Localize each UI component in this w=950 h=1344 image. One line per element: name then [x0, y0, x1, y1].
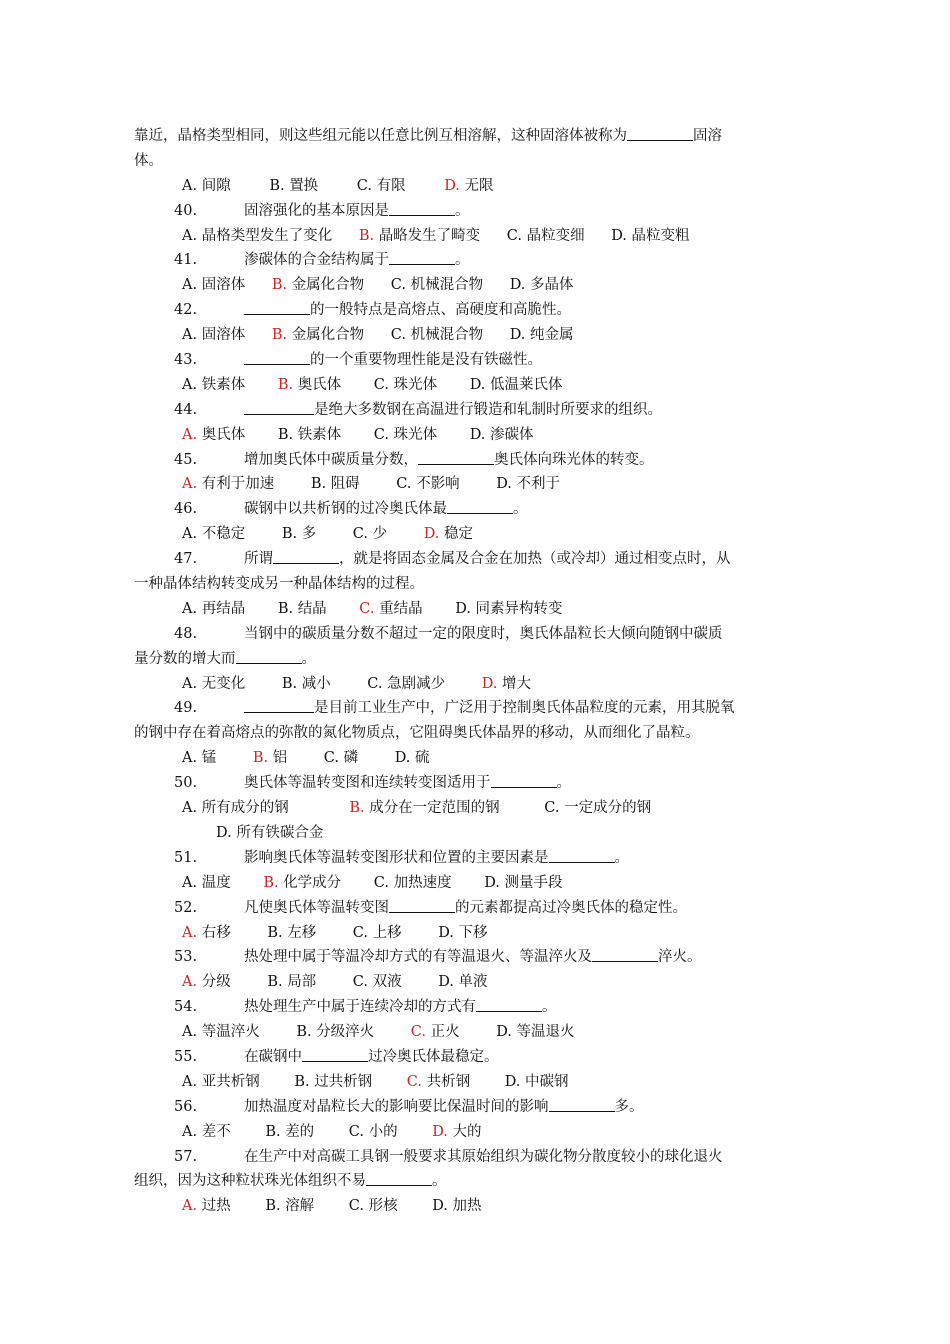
- answer-blank: [476, 996, 542, 1012]
- option-d-label-answer: D.: [432, 1123, 448, 1140]
- option-c-label: C.: [323, 750, 339, 767]
- q49-stem: [134, 696, 814, 721]
- option-a-label-answer: A.: [182, 476, 198, 493]
- option-d-label: D.: [469, 376, 486, 393]
- answer-blank: [627, 125, 693, 141]
- option-a: 分级: [201, 974, 231, 991]
- q57-options: [134, 1194, 814, 1219]
- q48-text-end: 。: [301, 650, 316, 667]
- q57-text-cont: 组织，因为这种粒状珠光体组织不易: [134, 1173, 366, 1190]
- q47-options: [134, 597, 814, 622]
- q44-options: [134, 423, 814, 448]
- q49-text: 是目前工业生产中，广泛用于控制奥氏体晶粒度的元素，用其脱氧: [314, 700, 735, 717]
- question-number: 50.: [174, 775, 198, 792]
- option-c: 不影响: [416, 476, 460, 493]
- option-b: 过共析钢: [314, 1073, 373, 1090]
- option-c-label: C.: [390, 277, 406, 294]
- option-c-label: C.: [352, 526, 368, 543]
- option-a: 固溶体: [201, 327, 246, 344]
- option-a-label: A.: [182, 874, 198, 891]
- question-number: 55.: [174, 1048, 198, 1065]
- q46-stem: [134, 497, 814, 522]
- q45-stem: [134, 448, 814, 473]
- option-a-label: A.: [182, 277, 198, 294]
- option-d: 所有铁碳合金: [236, 824, 324, 841]
- answer-blank: [366, 1170, 432, 1186]
- q51-stem: [134, 846, 814, 871]
- option-c: 重结晶: [379, 600, 423, 617]
- q50-text: 奥氏体等温转变图和连续转变图适用于: [244, 775, 491, 792]
- option-b-label-answer: B.: [349, 800, 365, 817]
- q50-options-cont: [134, 821, 814, 846]
- answer-blank: [389, 249, 455, 265]
- q56-text: 加热温度对晶粒长大的影响要比保温时间的影响: [244, 1098, 549, 1115]
- q46-text-end: 。: [513, 501, 528, 518]
- q55-text: 在碳钢中: [244, 1048, 302, 1065]
- option-a-label: A.: [182, 227, 198, 244]
- q50-options: [134, 796, 814, 821]
- q41-stem: [134, 248, 814, 273]
- option-a: 再结晶: [201, 600, 246, 617]
- option-b: 铁素体: [297, 426, 342, 443]
- q42-stem: [134, 298, 814, 323]
- document-body: [134, 124, 814, 1219]
- option-c-label-answer: C.: [359, 600, 375, 617]
- option-d-label: D.: [484, 874, 500, 891]
- option-c-label: C.: [352, 924, 368, 941]
- q53-text: 热处理中属于等温冷却方式的有等温退火、等温淬火及: [244, 949, 592, 966]
- option-b-label: B.: [281, 526, 298, 543]
- question-number: 51.: [174, 849, 198, 866]
- question-number: 41.: [174, 252, 198, 269]
- option-b: 铝: [272, 750, 288, 767]
- question-number: 45.: [174, 451, 198, 468]
- option-a: 晶格类型发生了变化: [201, 227, 333, 244]
- option-d: 低温莱氏体: [490, 376, 563, 393]
- answer-blank: [447, 498, 513, 514]
- option-c-label: C.: [356, 177, 372, 194]
- q47-text-cont: 一种晶体结构转变成另一种晶体结构的过程。: [134, 576, 424, 593]
- option-b-label: B.: [265, 1123, 281, 1140]
- option-b-label-answer: B.: [252, 750, 269, 767]
- option-b-label-answer: B.: [358, 227, 375, 244]
- option-b: 左移: [287, 924, 317, 941]
- option-a-label-answer: A.: [182, 426, 198, 443]
- answer-blank: [491, 772, 557, 788]
- q45-text: 增加奥氏体中碳质量分数，: [244, 451, 418, 468]
- option-b: 局部: [287, 974, 317, 991]
- q41-text-end: 。: [455, 252, 470, 269]
- option-a-label-answer: A.: [182, 974, 198, 991]
- q55-options: [134, 1070, 814, 1095]
- option-b-label: B.: [277, 426, 294, 443]
- q43-text: 的一个重要物理性能是没有铁磁性。: [310, 352, 542, 369]
- answer-blank: [244, 349, 310, 365]
- option-c: 珠光体: [393, 426, 438, 443]
- option-a: 温度: [201, 874, 231, 891]
- option-c: 磷: [343, 750, 359, 767]
- question-number: 57.: [174, 1148, 198, 1165]
- option-b-label: B.: [281, 675, 298, 692]
- option-d: 晶粒变粗: [631, 227, 690, 244]
- answer-blank: [389, 897, 455, 913]
- q41-text: 渗碳体的合金结构属于: [244, 252, 389, 269]
- option-c-label: C.: [373, 376, 389, 393]
- q47-text: 所谓: [244, 551, 273, 568]
- q43-stem: [134, 348, 814, 373]
- question-number: 42.: [174, 302, 198, 319]
- q51-text-end: 。: [614, 849, 629, 866]
- q57-stem: [134, 1145, 814, 1170]
- option-b: 分级淬火: [316, 1024, 375, 1041]
- q51-options: [134, 871, 814, 896]
- q45-text-end: 奥氏体向珠光体的转变。: [494, 451, 654, 468]
- question-number: 53.: [174, 949, 198, 966]
- q57-text-end: 。: [432, 1173, 447, 1190]
- option-a: 锰: [201, 750, 217, 767]
- option-b: 差的: [285, 1123, 315, 1140]
- option-c-label: C.: [544, 800, 560, 817]
- option-b: 金属化合物: [291, 327, 365, 344]
- question-number: 44.: [174, 401, 198, 418]
- q49-text-cont: 的钢中存在着高熔点的弥散的氮化物质点，它阻碍奥氏体晶界的移动，从而细化了晶粒。: [134, 725, 700, 742]
- option-c: 正火: [430, 1024, 460, 1041]
- question-number: 40.: [174, 202, 198, 219]
- option-b-label: B.: [294, 1073, 310, 1090]
- answer-blank: [592, 946, 658, 962]
- option-a-label: A.: [182, 750, 198, 767]
- option-c: 加热速度: [393, 874, 452, 891]
- option-d-label: D.: [394, 750, 411, 767]
- q53-options: [134, 970, 814, 995]
- q54-text: 热处理生产中属于连续冷却的方式有: [244, 999, 476, 1016]
- answer-blank: [389, 200, 455, 216]
- option-c: 机械混合物: [410, 327, 484, 344]
- option-b: 溶解: [285, 1198, 315, 1215]
- option-d-label-answer: D.: [444, 177, 460, 194]
- option-d: 多晶体: [530, 277, 574, 294]
- option-d: 纯金属: [530, 327, 574, 344]
- option-b-label: B.: [265, 1198, 281, 1215]
- question-number: 54.: [174, 999, 198, 1016]
- option-a: 等温淬火: [201, 1024, 260, 1041]
- option-a-label: A.: [182, 1024, 198, 1041]
- q47-text-end: ，就是将固态金属及合金在加热（或冷却）通过相变点时，从: [339, 551, 731, 568]
- q48-text: 当钢中的碳质量分数不超过一定的限度时，奥氏体晶粒长大倾向随钢中碳质: [244, 625, 723, 642]
- option-d: 大的: [452, 1123, 482, 1140]
- option-a: 差不: [201, 1123, 231, 1140]
- option-b: 阻碍: [330, 476, 360, 493]
- option-d: 无限: [464, 177, 494, 194]
- q43-options: [134, 373, 814, 398]
- q50-text-end: 。: [556, 775, 571, 792]
- option-c: 有限: [376, 177, 406, 194]
- option-d: 测量手段: [504, 874, 563, 891]
- q50-stem: [134, 771, 814, 796]
- option-a: 固溶体: [201, 277, 246, 294]
- option-d-label: D.: [509, 327, 526, 344]
- option-a-label: A.: [182, 675, 198, 692]
- q45-options: [134, 472, 814, 497]
- option-d: 稳定: [444, 526, 474, 543]
- option-d-label: D.: [504, 1073, 521, 1090]
- q52-options: [134, 921, 814, 946]
- option-b: 置换: [289, 177, 319, 194]
- q56-options: [134, 1120, 814, 1145]
- q40-text: 固溶强化的基本原因是: [244, 202, 389, 219]
- option-c-label: C.: [396, 476, 412, 493]
- option-c-label: C.: [352, 974, 368, 991]
- option-a-label: A.: [182, 526, 198, 543]
- q46-text: 碳钢中以共析钢的过冷奥氏体最: [244, 501, 447, 518]
- question-number: 48.: [174, 625, 198, 642]
- q56-stem: [134, 1095, 814, 1120]
- option-d-label: D.: [438, 974, 454, 991]
- option-d: 增大: [502, 675, 532, 692]
- option-a: 右移: [201, 924, 231, 941]
- option-b: 晶略发生了畸变: [378, 227, 481, 244]
- answer-blank: [418, 449, 494, 465]
- option-a-label: A.: [182, 600, 198, 617]
- question-number: 47.: [174, 551, 198, 568]
- q44-stem: [134, 398, 814, 423]
- option-d-label: D.: [216, 824, 232, 841]
- option-a: 间隙: [201, 177, 231, 194]
- option-c: 小的: [368, 1123, 398, 1140]
- option-a-label: A.: [182, 327, 198, 344]
- option-d-label-answer: D.: [423, 526, 440, 543]
- answer-blank: [236, 648, 302, 664]
- q56-text-end: 多。: [614, 1098, 644, 1115]
- option-d-label: D.: [496, 476, 512, 493]
- q49-stem-cont: [134, 721, 814, 746]
- option-d: 不利于: [516, 476, 561, 493]
- option-c: 少: [372, 526, 388, 543]
- option-d: 中碳钢: [525, 1073, 569, 1090]
- option-a-label-answer: A.: [182, 1198, 198, 1215]
- option-d-label: D.: [469, 426, 486, 443]
- option-d-label: D.: [438, 924, 454, 941]
- option-d: 加热: [452, 1198, 482, 1215]
- question-number: 46.: [174, 501, 198, 518]
- option-b: 减小: [301, 675, 331, 692]
- q46-options: [134, 522, 814, 547]
- q55-stem: [134, 1045, 814, 1070]
- q39-options: [134, 174, 814, 199]
- q52-stem: [134, 896, 814, 921]
- q39-line1: [134, 124, 814, 149]
- q48-options: [134, 672, 814, 697]
- option-d: 下移: [458, 924, 488, 941]
- q49-options: [134, 746, 814, 771]
- option-b: 多: [301, 526, 317, 543]
- answer-blank: [244, 299, 310, 315]
- question-number: 56.: [174, 1098, 198, 1115]
- option-c-label: C.: [348, 1198, 364, 1215]
- q47-stem-cont: [134, 572, 814, 597]
- option-b: 金属化合物: [291, 277, 365, 294]
- option-b-label: B.: [269, 177, 285, 194]
- option-c: 机械混合物: [410, 277, 484, 294]
- option-c: 急剧减少: [387, 675, 446, 692]
- option-d: 硫: [415, 750, 430, 767]
- q54-stem: [134, 995, 814, 1020]
- option-c: 共析钢: [426, 1073, 471, 1090]
- option-c: 上移: [372, 924, 402, 941]
- option-c: 双液: [372, 974, 402, 991]
- q52-text: 凡使奥氏体等温转变图: [244, 899, 389, 916]
- q41-options: [134, 273, 814, 298]
- answer-blank: [244, 399, 314, 415]
- question-number: 49.: [174, 700, 198, 717]
- answer-blank: [273, 548, 339, 564]
- option-c-label: C.: [373, 874, 389, 891]
- option-c: 晶粒变细: [526, 227, 585, 244]
- option-c-label: C.: [367, 675, 383, 692]
- option-c-label-answer: C.: [410, 1024, 426, 1041]
- option-a: 铁素体: [201, 376, 246, 393]
- option-a-label: A.: [182, 1073, 198, 1090]
- q48-stem-cont: [134, 647, 814, 672]
- option-a: 无变化: [201, 675, 246, 692]
- option-b-label: B.: [267, 924, 283, 941]
- option-d: 等温退火: [516, 1024, 575, 1041]
- option-c-label: C.: [373, 426, 389, 443]
- q39-text: 靠近，晶格类型相同，则这些组元能以任意比例互相溶解，这种固溶体被称为: [134, 128, 627, 144]
- q42-options: [134, 323, 814, 348]
- q54-options: [134, 1020, 814, 1045]
- answer-blank: [244, 697, 314, 713]
- option-a: 有利于加速: [201, 476, 275, 493]
- q39-line2: [134, 149, 814, 174]
- option-c: 珠光体: [393, 376, 438, 393]
- q52-text-end: 的元素都提高过冷奥氏体的稳定性。: [455, 899, 687, 916]
- q55-text-end: 过冷奥氏体最稳定。: [368, 1048, 499, 1065]
- option-d-label: D.: [455, 600, 471, 617]
- option-b-label: B.: [296, 1024, 312, 1041]
- option-a-label: A.: [182, 376, 198, 393]
- option-d: 同素异构转变: [475, 600, 563, 617]
- option-d-label-answer: D.: [481, 675, 498, 692]
- option-b-label: B.: [277, 600, 294, 617]
- q47-stem: [134, 547, 814, 572]
- option-c-label: C.: [348, 1123, 364, 1140]
- q42-text: 的一般特点是高熔点、高硬度和高脆性。: [310, 302, 571, 319]
- question-number: 43.: [174, 352, 198, 369]
- option-a-label: A.: [182, 800, 198, 817]
- option-d-label: D.: [509, 277, 526, 294]
- option-a: 所有成分的钢: [201, 800, 289, 817]
- option-a-label: A.: [182, 177, 198, 194]
- q48-text-cont: 量分数的增大而: [134, 650, 236, 667]
- answer-blank: [549, 1096, 615, 1112]
- option-c-label-answer: C.: [406, 1073, 422, 1090]
- q44-text: 是绝大多数钢在高温进行锻造和轧制时所要求的组织。: [314, 401, 662, 418]
- option-d: 渗碳体: [490, 426, 534, 443]
- option-c: 形核: [368, 1198, 398, 1215]
- option-b: 奥氏体: [297, 376, 342, 393]
- option-c-label: C.: [506, 227, 522, 244]
- q51-text: 影响奥氏体等温转变图形状和位置的主要因素是: [244, 849, 549, 866]
- q39-text-cont: 体。: [134, 152, 163, 169]
- option-b-label-answer: B.: [263, 874, 279, 891]
- q40-text-end: 。: [455, 202, 470, 219]
- option-b-label: B.: [267, 974, 283, 991]
- option-a: 过热: [201, 1198, 231, 1215]
- answer-blank: [302, 1046, 368, 1062]
- option-b-label-answer: B.: [271, 327, 288, 344]
- option-b-label-answer: B.: [271, 277, 288, 294]
- option-b: 结晶: [297, 600, 327, 617]
- option-d-label: D.: [432, 1198, 448, 1215]
- option-d: 单液: [458, 974, 488, 991]
- answer-blank: [549, 847, 615, 863]
- option-b: 成分在一定范围的钢: [369, 800, 500, 817]
- option-c-label: C.: [390, 327, 406, 344]
- option-d-label: D.: [611, 227, 627, 244]
- option-a: 不稳定: [201, 526, 246, 543]
- q57-stem-cont: [134, 1169, 814, 1194]
- option-c: 一定成分的钢: [564, 800, 652, 817]
- option-d-label: D.: [496, 1024, 512, 1041]
- question-number: 52.: [174, 899, 198, 916]
- option-a-label-answer: A.: [182, 924, 198, 941]
- option-a: 奥氏体: [201, 426, 246, 443]
- option-b-label: B.: [310, 476, 327, 493]
- option-a: 亚共析钢: [201, 1073, 260, 1090]
- q53-stem: [134, 945, 814, 970]
- q57-text: 在生产中对高碳工具钢一般要求其原始组织为碳化物分散度较小的球化退火: [244, 1148, 723, 1165]
- option-a-label: A.: [182, 1123, 198, 1140]
- option-b-label-answer: B.: [277, 376, 294, 393]
- q40-stem: [134, 199, 814, 224]
- option-b: 化学成分: [283, 874, 342, 891]
- q48-stem: [134, 622, 814, 647]
- q39-text-end: 固溶: [693, 128, 722, 144]
- q53-text-end: 淬火。: [658, 949, 702, 966]
- q40-options: [134, 224, 814, 249]
- q54-text-end: 。: [542, 999, 557, 1016]
